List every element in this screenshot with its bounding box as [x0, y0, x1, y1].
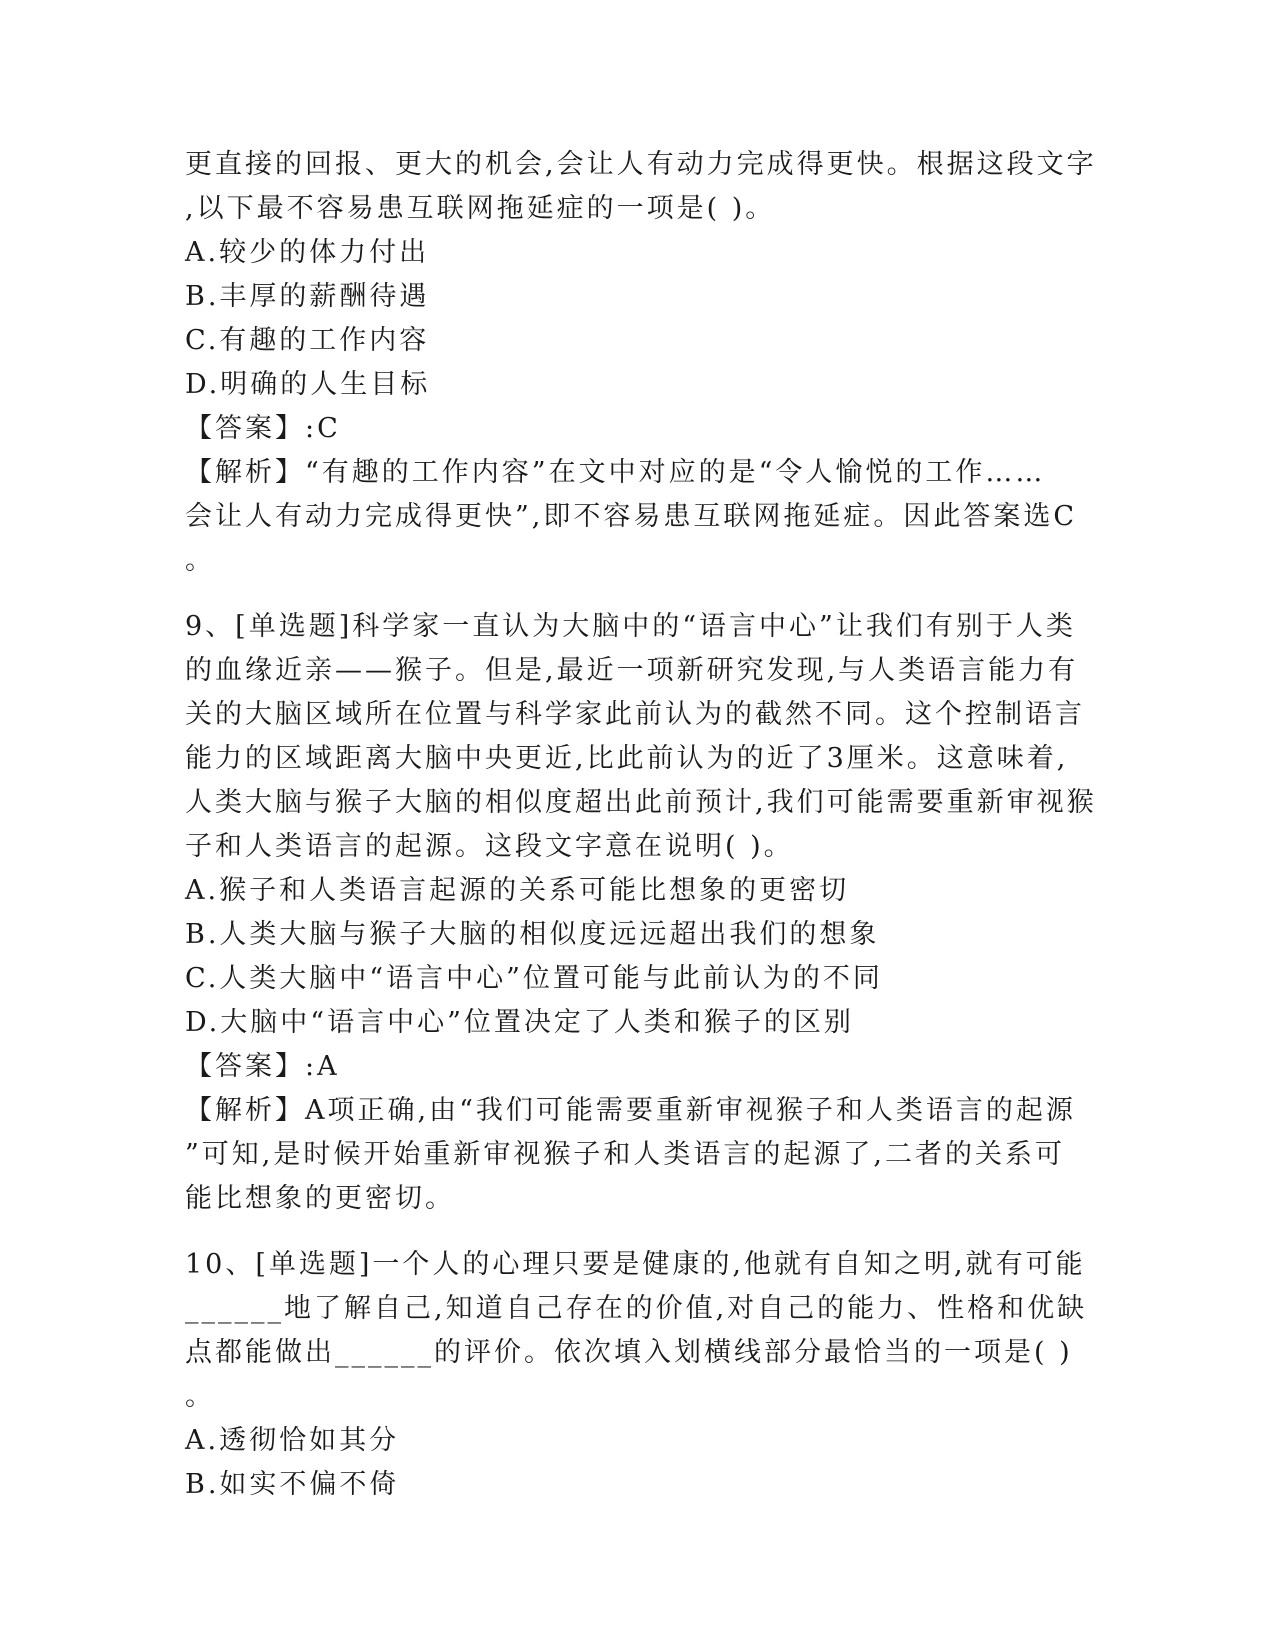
q8-stem-line-1: 更直接的回报、更大的机会,会让人有动力完成得更快。根据这段文字 [185, 149, 1097, 180]
q9-stem-line-5: 人类大脑与猴子大脑的相似度超出此前预计,我们可能需要重新审视猴 [185, 787, 1097, 818]
q9-option-a: A.猴子和人类语言起源的关系可能比想象的更密切 [185, 875, 850, 906]
q9-option-c: C.人类大脑中“语言中心”位置可能与此前认为的不同 [185, 963, 883, 994]
q10-stem-line-1: 10、[单选题]一个人的心理只要是健康的,他就有自知之明,就有可能 [185, 1249, 1086, 1280]
q8-answer: 【答案】:C [185, 413, 341, 444]
question-spacer [185, 583, 1085, 605]
q9-stem-line-3: 关的大脑区域所在位置与科学家此前认为的截然不同。这个控制语言 [185, 699, 1085, 730]
q9-answer: 【答案】:A [185, 1051, 340, 1082]
q9-option-b: B.人类大脑与猴子大脑的相似度远远超出我们的想象 [185, 919, 880, 950]
q8-option-d: D.明确的人生目标 [185, 369, 431, 400]
q9-analysis-line-2: ”可知,是时候开始重新审视猴子和人类语言的起源了,二者的关系可 [185, 1139, 1065, 1170]
document-page [185, 143, 1097, 1507]
question-9 [185, 605, 1097, 1221]
q9-stem-line-2: 的血缘近亲——猴子。但是,最近一项新研究发现,与人类语言能力有 [185, 655, 1079, 686]
q9-analysis-line-1: 【解析】A项正确,由“我们可能需要重新审视猴子和人类语言的起源 [185, 1095, 1076, 1126]
q8-stem-line-2: ,以下最不容易患互联网拖延症的一项是( )。 [185, 193, 776, 224]
q8-option-b: B.丰厚的薪酬待遇 [185, 281, 430, 312]
q10-stem-line-3: 点都能做出______的评价。依次填入划横线部分最恰当的一项是( ) [185, 1337, 1073, 1368]
q8-analysis-line-2: 会让人有动力完成得更快”,即不容易患互联网拖延症。因此答案选C [185, 501, 1078, 532]
q8-option-a: A.较少的体力付出 [185, 237, 430, 268]
q8-analysis-line-1: 【解析】“有趣的工作内容”在文中对应的是“令人愉悦的工作…… [185, 457, 1046, 488]
q8-option-c: C.有趣的工作内容 [185, 325, 430, 356]
q9-analysis-line-3: 能比想象的更密切。 [185, 1183, 455, 1214]
q9-stem-line-6: 子和人类语言的起源。这段文字意在说明( )。 [185, 831, 794, 862]
q9-stem-line-1: 9、[单选题]科学家一直认为大脑中的“语言中心”让我们有别于人类 [185, 611, 1076, 642]
q9-option-d: D.大脑中“语言中心”位置决定了人类和猴子的区别 [185, 1007, 854, 1038]
question-spacer [185, 1221, 1085, 1243]
q10-option-b: B.如实不偏不倚 [185, 1469, 400, 1500]
q10-stem-line-4: 。 [185, 1381, 215, 1412]
q9-stem-line-4: 能力的区域距离大脑中央更近,比此前认为的近了3厘米。这意味着, [185, 743, 1069, 774]
question-8 [185, 143, 1097, 583]
q10-option-a: A.透彻恰如其分 [185, 1425, 400, 1456]
q8-analysis-line-3: 。 [185, 545, 215, 576]
q10-stem-line-2: ______地了解自己,知道自己存在的价值,对自己的能力、性格和优缺 [185, 1293, 1088, 1324]
question-10 [185, 1243, 1088, 1507]
